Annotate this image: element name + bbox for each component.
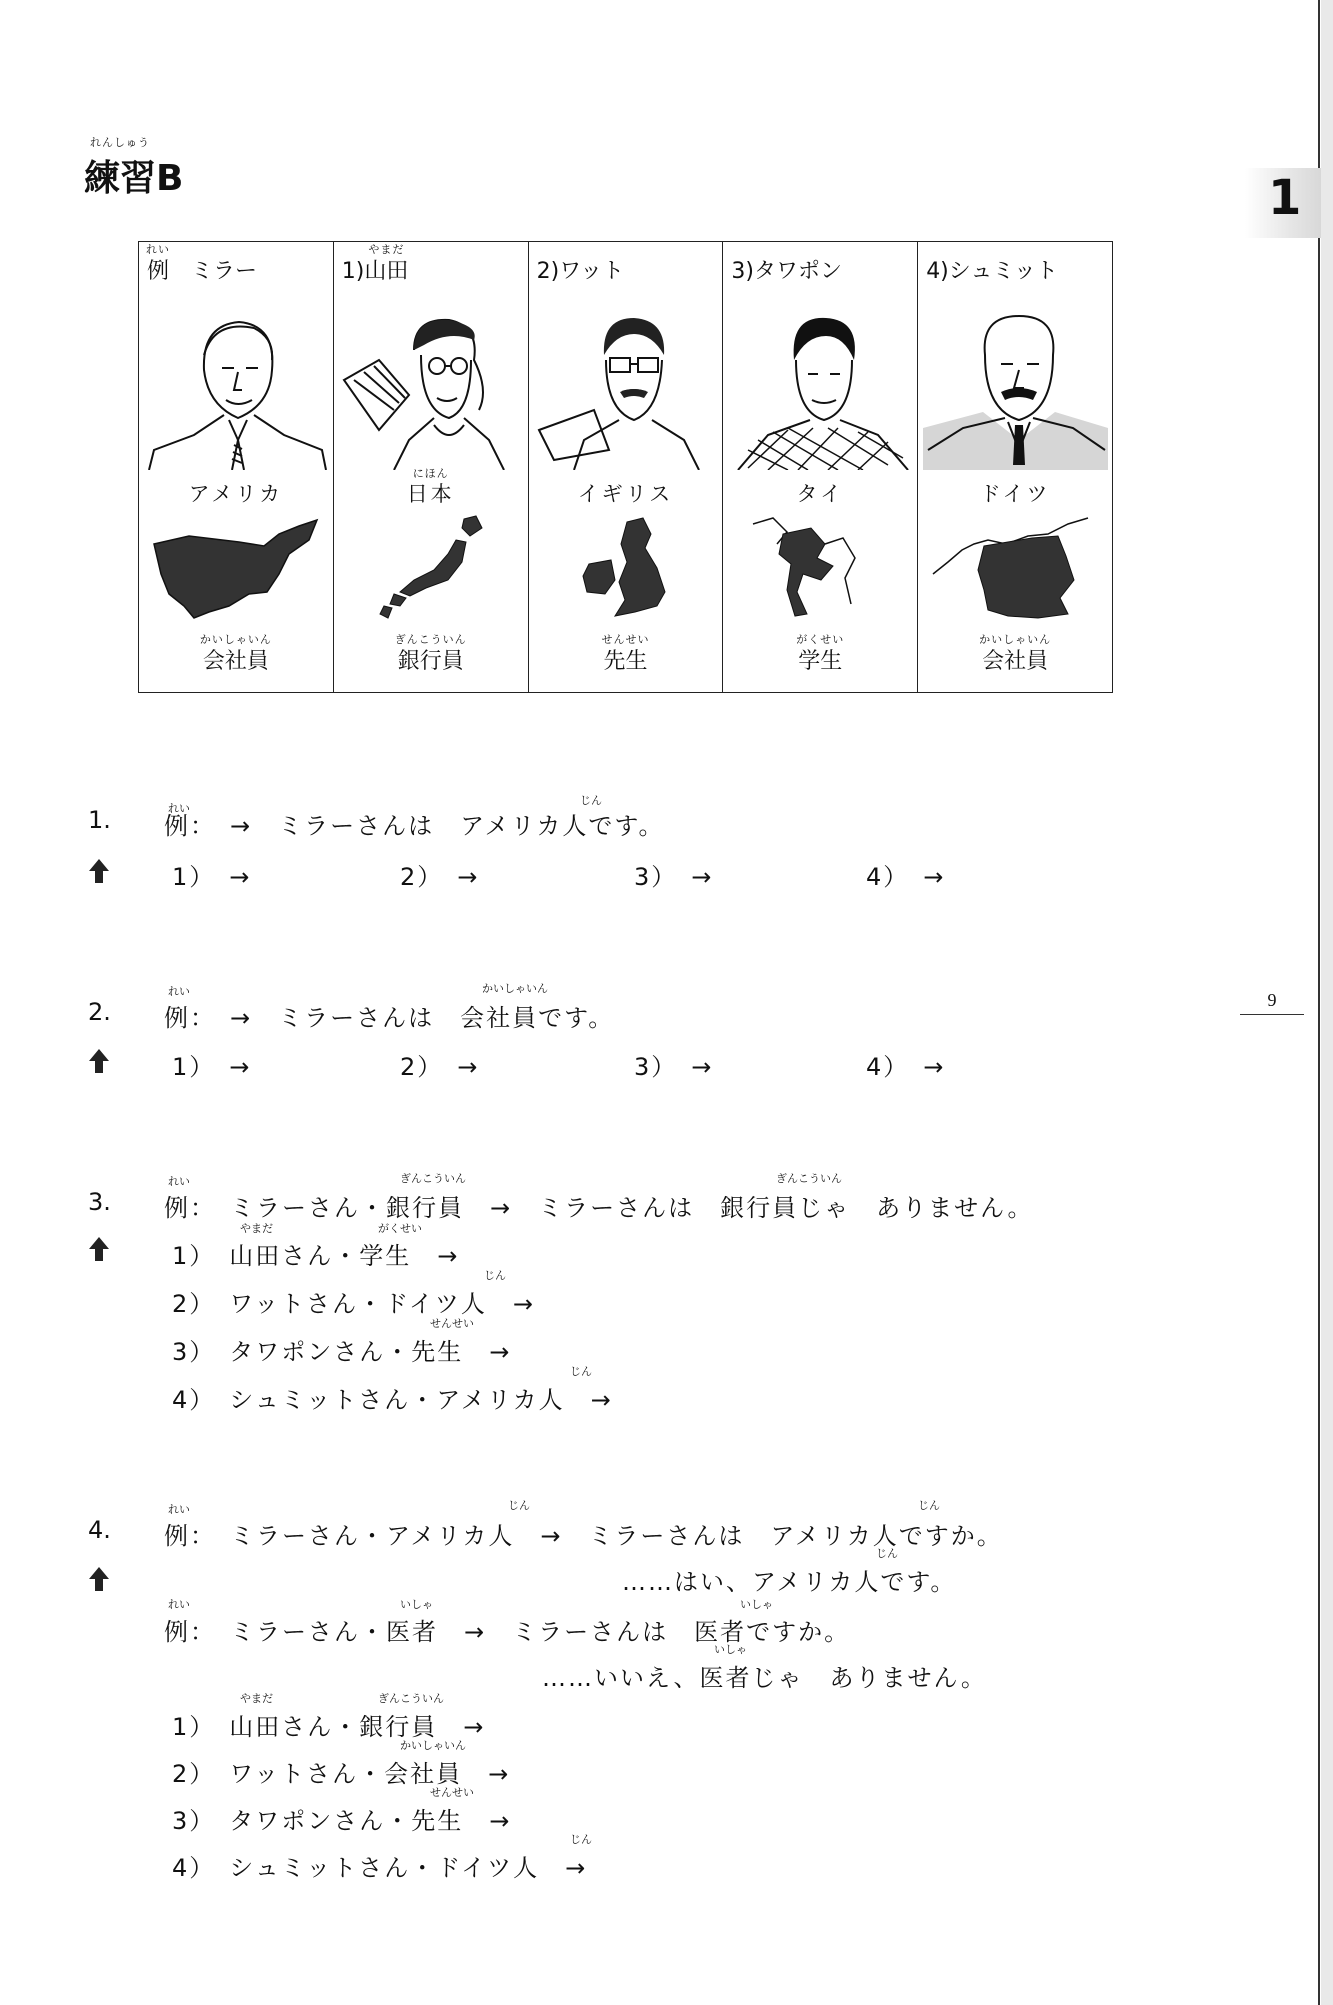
exercise-item: 3） タワポンさん・先生 →: [172, 1807, 512, 1835]
ruby-ginkouin: ぎんこういん: [378, 1692, 444, 1705]
column-number: 1): [341, 259, 365, 284]
exercise-item: 2） ワットさん・ドイツ人 →: [172, 1290, 535, 1318]
country-label: イギリス: [577, 482, 674, 506]
page-number: 9: [1267, 990, 1277, 1010]
ruby-rei: れい: [168, 985, 190, 998]
job-label: [334, 633, 528, 675]
exercise-answer: ……はい、アメリカ人です。: [622, 1568, 957, 1596]
title-ruby: れんしゅう: [90, 136, 150, 149]
up-arrow-icon: [88, 1048, 110, 1074]
exercise-item: 2） ワットさん・会社員 →: [172, 1760, 511, 1788]
ruby-jin: じん: [484, 1269, 506, 1282]
exercise-item: 4） シュミットさん・ドイツ人 →: [172, 1854, 588, 1882]
exercise-number: 4.: [88, 1516, 111, 1544]
country-label: タイ: [796, 482, 845, 506]
exercise-item: 4） →: [866, 1053, 946, 1081]
page-edge: [1318, 0, 1320, 2005]
job-label: [529, 633, 723, 675]
column-number: 3): [731, 259, 754, 284]
name-text: タワポン: [753, 259, 842, 284]
job-ruby: ぎんこういん: [394, 633, 467, 646]
job-label: [139, 633, 333, 675]
title-suffix: B: [156, 158, 184, 199]
name-text: シュミット: [948, 259, 1058, 284]
column-name: [146, 243, 258, 285]
name-ruby: やまだ: [368, 243, 405, 256]
exercise-item: 1） →: [172, 863, 252, 891]
ruby-rei: れい: [168, 1503, 190, 1516]
ruby-jin: じん: [876, 1547, 898, 1560]
exercise-item: 1） 山田さん・学生 →: [172, 1242, 460, 1270]
person-portrait-icon: [144, 300, 329, 470]
ruby-jin: じん: [570, 1833, 592, 1846]
person-portrait-icon: [923, 300, 1108, 470]
job-ruby: かいしゃいん: [979, 633, 1052, 646]
job-label: [723, 633, 917, 675]
person-portrait-icon: [534, 300, 719, 470]
ruby-jin: じん: [508, 1499, 530, 1512]
job-ruby: せんせい: [601, 633, 650, 646]
ruby-kaishain: かいしゃいん: [400, 1739, 466, 1752]
job-label: [918, 633, 1112, 675]
column-number: 4): [926, 259, 949, 284]
name-ruby: れい: [146, 243, 170, 256]
country-map-icon: [344, 514, 519, 624]
exercise-number: 3.: [88, 1188, 111, 1216]
exercise-example: 例： ミラーさん・アメリカ人 → ミラーさんは アメリカ人ですか。: [164, 1522, 1003, 1550]
column-name: [926, 254, 1058, 285]
job-text: 学生: [798, 649, 843, 674]
ruby-rei: れい: [168, 1175, 190, 1188]
ruby-jin: じん: [570, 1365, 592, 1378]
job-ruby: かいしゃいん: [199, 633, 272, 646]
page-title: [84, 136, 184, 201]
chapter-number: 1: [1268, 170, 1302, 226]
job-ruby: がくせい: [796, 633, 845, 646]
ruby-isha: いしゃ: [400, 1598, 433, 1611]
ruby-isha: いしゃ: [740, 1598, 773, 1611]
column-number: 2): [536, 259, 560, 284]
table-column-miller: [139, 242, 334, 692]
job-text: 先生: [603, 649, 648, 674]
exercise-example: 例： ミラーさん・医者 → ミラーさんは 医者ですか。: [164, 1618, 851, 1646]
exercise-item: 1） 山田さん・銀行員 →: [172, 1713, 486, 1741]
exercise-item: 2） →: [400, 863, 480, 891]
country-text: 日本: [406, 482, 455, 506]
exercise-item: 3） タワポンさん・先生 →: [172, 1338, 512, 1366]
name-rest: ミラー: [169, 259, 258, 284]
table-column-tawapon: [723, 242, 918, 692]
country-label: アメリカ: [188, 482, 284, 506]
page-edge-shade: [1321, 0, 1333, 2005]
exercise-example: 例： → ミラーさんは 会社員です。: [164, 1004, 615, 1032]
ruby-jin: じん: [580, 794, 602, 807]
country-label: [334, 467, 528, 508]
exercise-item: 4） シュミットさん・アメリカ人 →: [172, 1386, 613, 1414]
table-column-schmidt: [918, 242, 1112, 692]
column-name: [341, 243, 409, 285]
person-portrait-icon: [339, 300, 524, 470]
exercise-item: 3） →: [634, 863, 714, 891]
exercise-example: 例： ミラーさん・銀行員 → ミラーさんは 銀行員じゃ ありません。: [164, 1194, 1034, 1222]
vocabulary-table: [138, 241, 1113, 693]
exercise-example: 例： → ミラーさんは アメリカ人です。: [164, 812, 665, 840]
up-arrow-icon: [88, 1236, 110, 1262]
ruby-gakusei: がくせい: [378, 1222, 422, 1235]
country-map-icon: [733, 514, 908, 624]
name-text: ワット: [559, 259, 625, 284]
ruby-jin: じん: [918, 1499, 940, 1512]
ruby-kaishain: かいしゃいん: [482, 982, 548, 995]
up-arrow-icon: [88, 1566, 110, 1592]
name-kanji: 山田: [364, 259, 409, 284]
ruby-sensei: せんせい: [430, 1317, 474, 1330]
up-arrow-icon: [88, 858, 110, 884]
ruby-rei: れい: [168, 802, 190, 815]
country-map-icon: [928, 514, 1103, 624]
ruby-sensei: せんせい: [430, 1786, 474, 1799]
ruby-isha: いしゃ: [714, 1643, 747, 1656]
exercise-answer: ……いいえ、医者じゃ ありません。: [542, 1664, 987, 1692]
job-text: 会社員: [982, 649, 1049, 674]
ruby-yamada: やまだ: [240, 1692, 273, 1705]
country-ruby: にほん: [412, 467, 449, 480]
column-name: [731, 254, 842, 285]
job-text: 銀行員: [397, 649, 464, 674]
ruby-ginkouin: ぎんこういん: [776, 1172, 842, 1185]
ruby-rei: れい: [168, 1598, 190, 1611]
ruby-yamada: やまだ: [240, 1222, 273, 1235]
exercise-item: 4） →: [866, 863, 946, 891]
page-number-rule: [1240, 1014, 1304, 1015]
job-text: 会社員: [202, 649, 269, 674]
country-map-icon: [539, 514, 714, 624]
country-label: ドイツ: [979, 482, 1051, 506]
person-portrait-icon: [728, 300, 913, 470]
ruby-ginkouin: ぎんこういん: [400, 1172, 466, 1185]
table-column-watt: [529, 242, 724, 692]
title-text: 練習: [84, 158, 157, 199]
exercise-item: 2） →: [400, 1053, 480, 1081]
exercise-number: 2.: [88, 998, 111, 1026]
exercise-item: 1） →: [172, 1053, 252, 1081]
column-name: [537, 254, 625, 285]
exercise-number: 1.: [88, 806, 111, 834]
name-kanji: 例: [147, 259, 170, 284]
exercise-item: 3） →: [634, 1053, 714, 1081]
table-column-yamada: [334, 242, 529, 692]
country-map-icon: [149, 514, 324, 624]
